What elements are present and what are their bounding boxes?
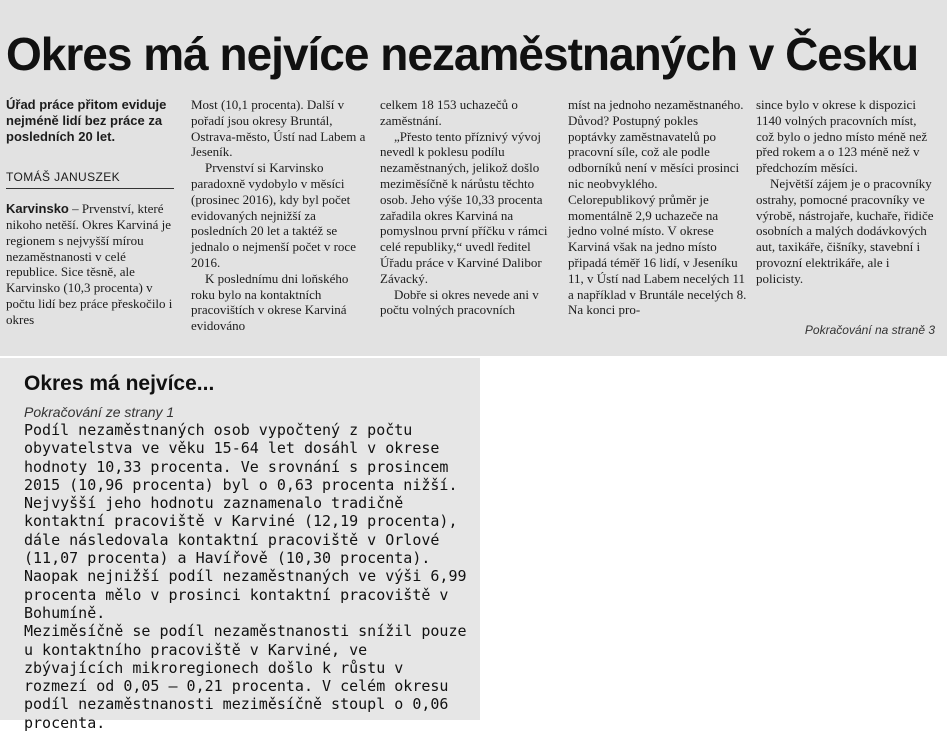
- article-column-4: [568, 97, 748, 318]
- column-5-paragraph-1: since bylo v okrese k dispozici 1140 volných pracovních míst, což bylo o jedno místo méně než před rokem a o 123 méně než v předchozím měsíci.: [756, 97, 928, 176]
- article-column-2: [191, 97, 373, 334]
- column-5-paragraph-2: Největší zájem je o pracovníky ostrahy, pomocné pracovníky ve výrobě, nástrojaře, kuchaře, řidiče osobních a malých dodávkových aut, taxikáře, čišníky, stavební i provozní elektrikáře, ale i policisty.: [756, 175, 934, 286]
- column-3-paragraph-3: Dobře si okres nevede ani v počtu volných pracovních: [380, 286, 539, 318]
- continuation-paragraph-2: Meziměsíčně se podíl nezaměstnanosti snížil pouze u kontaktního pracoviště v Karviné, ve zbývajících mikroregionech došlo k růstu v rozmezí od 0,05 – 0,21 procenta. V celém okresu podíl nezaměstnanosti meziměsíčně stoupl o 0,06 procenta.: [24, 622, 467, 732]
- article-byline: TOMÁŠ JANUSZEK: [6, 170, 174, 189]
- article-column-1: [6, 97, 178, 328]
- column-1-text: Prvenství, které nikoho netěší. Okres Karviná je regionem s nejvyšší mírou nezaměstnanosti v celé republice. Sice těsně, ale Karvinsko (10,3 procenta) v počtu lidí bez práce přeskočilo i okres: [6, 201, 173, 327]
- article-column-5: [756, 97, 936, 287]
- column-3-paragraph-2: „Přesto tento příznivý vývoj nevedl k poklesu podílu nezaměstnaných, jelikož došlo meziměsíčně k nárůstu těchto osob. Jeho výše 10,33 procenta zařadila okres Karviná na pomyslnou první příčku v rámci celé republiky,“ uvedl ředitel Úřadu práce v Karviné Dalibor Závacký.: [380, 128, 548, 286]
- article-column-3: [380, 97, 560, 318]
- continuation-paragraph-1: Podíl nezaměstnaných osob vypočtený z počtu obyvatelstva ve věku 15-64 let dosáhl v okrese hodnoty 10,33 procenta. Ve srovnání s prosincem 2015 (10,96 procenta) byl o 0,63 procenta nižší. Nejvyšší jeho hodnotu zaznamenalo tradičně kontaktní pracoviště v Karviné (12,19 procenta), dále následovala kontaktní pracoviště v Orlové (11,07 procenta) a Havířově (10,30 procenta). Naopak nejnižší podíl nezaměstnaných ve výši 6,99 procenta mělo v prosinci kontaktní pracoviště v Bohumíně.: [24, 421, 467, 622]
- dateline: Karvinsko: [6, 201, 69, 217]
- continuation-body: [24, 421, 474, 732]
- column-2-paragraph-3: K poslednímu dni loňského roku bylo na kontaktních pracovištích v okrese Karviná evidováno: [191, 270, 349, 334]
- article-clipping: [0, 0, 947, 356]
- column-2-paragraph-2: Prvenství si Karvinsko paradoxně vydobylo v měsíci (prosinec 2016), kdy byl počet evidovaných nejnižší za posledních 20 let a taktéž se jednalo o nejmenší počet v roce 2016.: [191, 160, 356, 270]
- column-2-paragraph-1: Most (10,1 procenta). Další v pořadí jsou okresy Bruntál, Ostrava-město, Ústí nad Labem a Jeseník.: [191, 97, 366, 160]
- continued-note: Pokračování na straně 3: [804, 323, 935, 337]
- article-headline: Okres má nejvíce nezaměstnaných v Česku: [6, 28, 919, 80]
- article-lead: Úřad práce přitom eviduje nejméně lidí bez práce za posledních 20 let.: [6, 97, 167, 144]
- continuation-headline: Okres má nejvíce...: [24, 372, 215, 395]
- continuation-from-note: Pokračování ze strany 1: [24, 404, 175, 420]
- column-1-paragraph: Karvinsko – Prvenství, které nikoho netěší. Okres Karviná je regionem s nejvyšší mírou nezaměstnanosti v celé republice. Sice těsně, ale Karvinsko (10,3 procenta) v počtu lidí bez práce přeskočilo i okres: [6, 201, 173, 327]
- column-4-paragraph-1: míst na jednoho nezaměstnaného. Důvod? Postupný pokles poptávky zaměstnavatelů po pracovní síle, což ale podle odborníků není v měsíci prosinci nic neobvyklého. Celorepublikový průměr je momentálně 2,9 uchazeče na jedno volné místo. V okrese Karviná však na jedno místo připadá téměř 16 lidí, v Jeseníku 11, v Ústí nad Labem necelých 11 a například v Bruntále necelých 8. Na konci pro-: [568, 97, 747, 318]
- column-3-paragraph-1: celkem 18 153 uchazečů o zaměstnání.: [380, 97, 518, 128]
